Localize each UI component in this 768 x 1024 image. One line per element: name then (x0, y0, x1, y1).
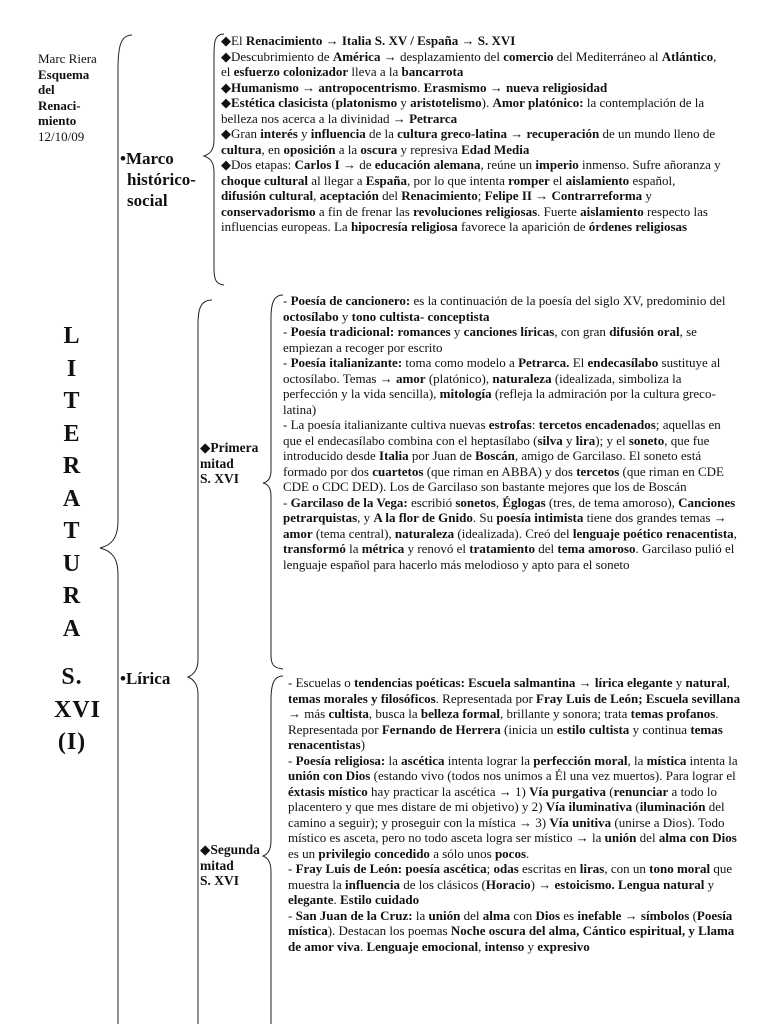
segunda-item: - Poesía religiosa: la ascética intenta lograr la perfección moral, la mística intenta la unión con Dios (estando vivo (todos nos unimos a Él una vez muertos). Para lograr el éxtasis místico hay practicar la ascética → 1) Vía purgativa (renunciar a todo lo placentero y que mes distare de mi objetivo) y 2) Vía iluminativa (iluminación del camino a seguir); y proseguir con la mística → 3) Vía unitiva (unirse a Dios). Todo místico es asceta, pero no todo asceta logra ser místico → la unión del alma con Dios es un privilegio concedido a sólo unos pocos. (288, 752, 738, 861)
doc-date: 12/10/09 (38, 128, 85, 144)
primera-line: mitad (200, 455, 234, 471)
title-letter: A (62, 485, 82, 512)
section-lirica-heading: •Lírica (120, 669, 171, 688)
author-note (38, 51, 102, 145)
section-marco-body (221, 33, 721, 235)
doc-title-line-2: del (38, 82, 55, 98)
title-letter: L (63, 323, 81, 349)
segunda-line: mitad (200, 857, 234, 873)
primera-item: - Poesía italianizante: toma como modelo a Petrarca. El endecasílabo sustituye al octosílabo. Temas → amor (platónico), naturaleza (idealizada, simboliza la perfección y la vida sencilla), mitología (refleja la admiración por la cultura greco-latina) (283, 355, 721, 417)
title-roman: XVI (54, 696, 102, 723)
primera-item: - Garcilaso de la Vega: escribió sonetos, Églogas (tres, de tema amoroso), Canciones petrarquistas, y A la flor de Gnido. Su poesía intimista tiene dos grandes temas → amor (tema central), naturaleza (idealizada). Creó del lenguaje poético renacentista, transformó la métrica y renovó el tratamiento del tema amoroso. Garcilaso pulió el lenguaje español para hacerlo más melodioso y apto para el soneto (283, 494, 737, 572)
section-marco-line: histórico- (127, 170, 196, 189)
primera-item: - La poesía italianizante cultiva nuevas estrofas: tercetos encadenados; aquellas en que el endecasílabo combina con el heptasílabo (silva y lira); y el soneto, que fue introducido desde Italia por Juan de Boscán, amigo de Garcilaso. El soneto está formado por dos cuartetos (que riman en ABBA) y dos tercetos (que riman en CDE CDE o CDC DED). Los de Garcilaso son bastante mejores que los de Boscán (283, 417, 724, 494)
segunda-item: - Fray Luis de León: poesía ascética; odas escritas en liras, con un tono moral que muestra la influencia de los clásicos (Horacio) → estoicismo. Lengua natural y elegante. Estilo cuidado (288, 861, 733, 907)
title-letter: I (66, 355, 78, 382)
author-name: Marc Riera (38, 51, 97, 66)
segunda-line: S. XVI (200, 873, 240, 888)
title-letter: U (62, 550, 82, 577)
lirica-segunda-body (288, 675, 750, 954)
doc-title-line-4: miento (38, 113, 77, 129)
lirica-primera-heading (200, 440, 270, 487)
segunda-item: - Escuelas o tendencias poéticas: Escuela salmantina → lírica elegante y natural, temas morales y filosóficos. Representada por Fray Luis de León; Escuela sevillana → más cultista, busca la belleza formal, brillante y sonora; trata temas profanos. Representada por Fernando de Herrera (inicia un estilo cultista y continua temas renacentistas) (288, 675, 741, 752)
marco-bullet: ◆Estética clasicista (platonismo y aristotelismo). Amor platónico: la contemplación de la belleza nos acerca a la divinidad → Petrarca (221, 95, 705, 126)
segunda-item: - San Juan de la Cruz: la unión del alma con Dios es inefable → símbolos (Poesía mística). Destacan los poemas Noche oscura del alma, Cántico espiritual, y Llama de amor viva. Lenguaje emocional, intenso y expresivo (288, 907, 735, 954)
marco-bullet: ◆El Renacimiento → Italia S. XV / España → S. XVI (221, 33, 516, 48)
doc-title-line-3: Renaci- (38, 97, 81, 113)
title-part: (I) (57, 729, 87, 755)
lirica-segunda-heading (200, 842, 274, 889)
primera-item: - Poesía de cancionero: es la continuación de la poesía del siglo XV, predominio del octosílabo y tono cultista- conceptista (283, 293, 726, 324)
segunda-line: ◆Segunda (200, 842, 260, 857)
doc-title-line-1: Esquema (38, 66, 90, 82)
main-title (54, 320, 102, 759)
title-letter: T (63, 518, 81, 544)
primera-line: ◆Primera (200, 440, 259, 455)
title-letter: E (63, 420, 81, 447)
marco-bullet: ◆Dos etapas: Carlos I → de educación alemana, reúne un imperio inmenso. Sufre añoranza y choque cultural al llegar a España, por lo que intenta romper el aislamiento español, difusión cultural, aceptación del Renacimiento; Felipe II → Contrarreforma y conservadorismo a fin de frenar las revoluciones religiosas. Fuerte aislamiento respecto las influencias europeas. La hipocresía religiosa favorece la aparición de órdenes religiosas (221, 157, 721, 234)
title-letter: T (63, 388, 81, 414)
section-marco-line: •Marco (120, 149, 174, 168)
section-marco-heading (120, 148, 215, 211)
marco-bullet: ◆Descubrimiento de América → desplazamiento del comercio del Mediterráneo al Atlántico, el esfuerzo colonizador lleva a la bancarrota (221, 48, 717, 79)
marco-bullet: ◆Humanismo → antropocentrismo. Erasmismo → nueva religiosidad (221, 79, 608, 95)
primera-line: S. XVI (200, 471, 240, 486)
section-marco-line: social (127, 191, 168, 210)
title-century: S. (61, 664, 83, 690)
title-letter: A (62, 615, 82, 642)
lirica-primera-body (283, 293, 738, 572)
marco-bullet: ◆Gran interés y influencia de la cultura greco-latina → recuperación de un mundo lleno de cultura, en oposición a la oscura y represiva Edad Media (221, 126, 716, 157)
title-letter: R (62, 583, 82, 609)
title-letter: R (62, 453, 82, 479)
primera-item: - Poesía tradicional: romances y canciones líricas, con gran difusión oral, se empiezan a recoger por escrito (283, 324, 697, 355)
